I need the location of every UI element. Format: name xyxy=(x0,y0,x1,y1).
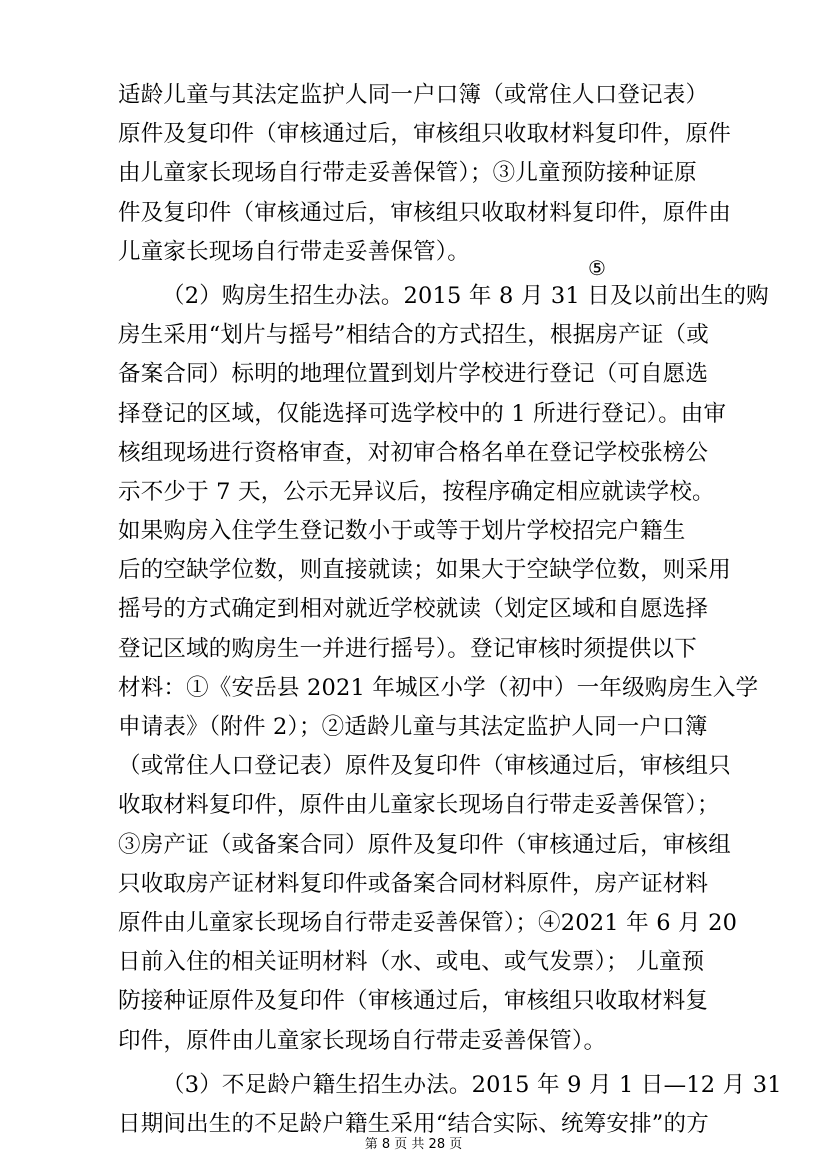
text-line: 示不少于 7 天，公示无异议后，按程序确定相应就读学校。 xyxy=(118,478,715,505)
text-line: 由儿童家长现场自行带走妥善保管）；③儿童预防接种证原 xyxy=(118,160,697,187)
page-footer: 第 8 页 共 28 页 xyxy=(364,1137,463,1152)
text-line: 房生采用“划片与摇号”相结合的方式招生，根据房产证（或 xyxy=(118,322,709,349)
text-line: 原件由儿童家长现场自行带走妥善保管）；④2021 年 6 月 20 xyxy=(118,909,738,936)
text-line: 后的空缺学位数，则直接就读；如果大于空缺学位数，则采用 xyxy=(118,557,731,584)
text-line: 适龄儿童与其法定监护人同一户口簿（或常住人口登记表） xyxy=(118,82,709,108)
text-line: 如果购房入住学生登记数小于或等于划片学校招完户籍生 xyxy=(118,518,686,545)
text-line: 材料：①《安岳县 2021 年城区小学（初中）一年级购房生入学 xyxy=(118,674,759,701)
text-line: 收取材料复印件，原件由儿童家长现场自行带走妥善保管）； xyxy=(118,792,720,819)
text-line: 择登记的区域，仅能选择可选学校中的 1 所进行登记）。由审 xyxy=(118,400,727,427)
section-heading-line: （3）不足龄户籍生招生办法。2015 年 9 月 1 日—12 月 31 xyxy=(162,1071,782,1098)
text-line: 登记区域的购房生一并进行摇号）。登记审核时须提供以下 xyxy=(118,635,697,662)
text-line: 原件及复印件（审核通过后，审核组只收取材料复印件，原件 xyxy=(118,121,731,148)
text-line: 日期间出生的不足龄户籍生采用“结合实际、统筹安排”的方 xyxy=(118,1110,709,1137)
body-text xyxy=(118,76,782,1144)
text-line: 核组现场进行资格审查，对初审合格名单在登记学校张榜公 xyxy=(118,439,709,466)
text-line: 日前入住的相关证明材料（水、或电、或气发票）； 儿童预 xyxy=(118,949,705,976)
text-line: 儿童家长现场自行带走妥善保管）。 xyxy=(118,238,470,265)
text-line: 件及复印件（审核通过后，审核组只收取材料复印件，原件由 xyxy=(118,199,731,226)
text-line: 防接种证原件及复印件（审核通过后，审核组只收取材料复 xyxy=(118,988,709,1015)
text-line: 申请表》（附件 2）；②适龄儿童与其法定监护人同一户口簿 xyxy=(118,714,708,740)
circled-number-marker: ⑤ xyxy=(588,256,606,280)
paragraph-2 xyxy=(118,277,769,1061)
text-line: （或常住人口登记表）原件及复印件（审核通过后，审核组只 xyxy=(118,753,731,780)
text-line: 印件，原件由儿童家长现场自行带走妥善保管）。 xyxy=(118,1027,607,1054)
text-line: 摇号的方式确定到相对就近学校就读（划定区域和自愿选择 xyxy=(118,596,709,623)
text-line: 备案合同）标明的地理位置到划片学校进行登记（可自愿选 xyxy=(118,361,709,388)
paragraph-1 xyxy=(118,76,731,272)
text-line: ③房产证（或备案合同）原件及复印件（审核通过后，审核组 xyxy=(118,831,731,858)
text-line: 只收取房产证材料复印件或备案合同材料原件，房产证材料 xyxy=(118,870,709,897)
section-heading-line: （2）购房生招生办法。2015 年 8 月 31 日及以前出生的购 xyxy=(162,282,769,309)
